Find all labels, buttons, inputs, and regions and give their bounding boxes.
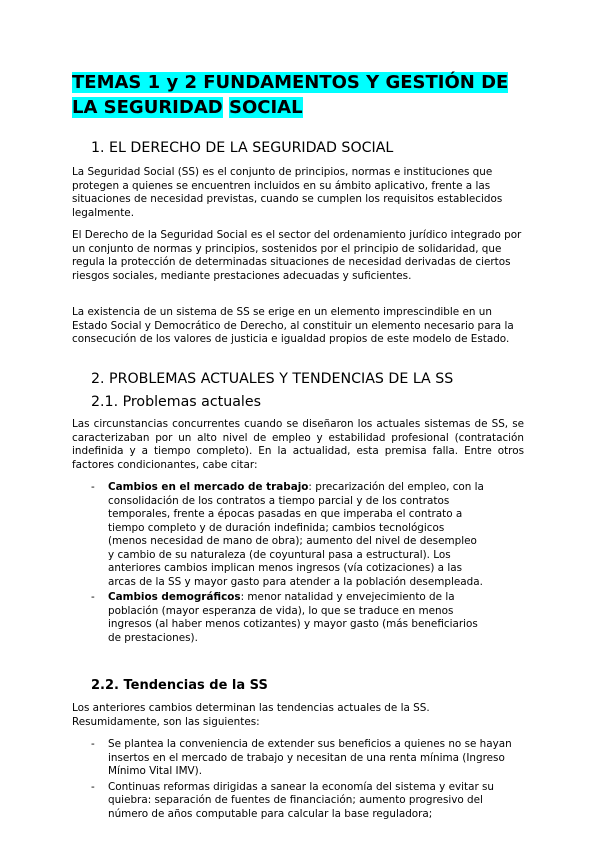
list-item [91,781,516,822]
subsection-2-2-paragraph: Los anteriores cambios determinan las tendencias actuales de la SS. Resumidamente, son las siguientes: [72,702,430,728]
section1-paragraph-3: La existencia de un sistema de SS se erige en un elemento imprescindible en un Estado Social y Democrático de Derecho, al constituir un elemento necesario para la consecución de los valores de justicia e igualdad propios de este modelo de Estado. [72,306,514,345]
section1-heading: 1. EL DERECHO DE LA SEGURIDAD SOCIAL [91,140,394,156]
problems-list [91,481,486,647]
list-dash: - [91,780,95,793]
list-dash: - [91,591,95,603]
list-dash: - [91,481,95,493]
section1-paragraph-2: El Derecho de la Seguridad Social es el sector del ordenamiento jurídico integrado por un conjunto de normas y principios, sostenidos por el principio de solidaridad, que regula la protección de determinadas situaciones de necesidad derivadas de ciertos riesgos sociales, mediante prestaciones adecuadas y suficientes. [72,229,522,282]
list-item [91,591,486,645]
list-item-bold: Cambios demográficos [108,591,241,603]
list-item [91,481,486,589]
title-highlight-main: TEMAS 1 y 2 FUNDAMENTOS Y GESTIÓN DE LA SEGURIDAD [72,72,509,118]
subsection-2-2-heading: 2.2. Tendencias de la SS [91,678,268,693]
section2-heading: 2. PROBLEMAS ACTUALES Y TENDENCIAS DE LA SS [91,371,454,387]
list-item-text: Se plantea la conveniencia de extender sus beneficios a quienes no se hayan insertos en el mercado de trabajo y necesitan de una renta mínima (Ingreso Mínimo Vital IMV). [108,738,512,777]
list-item-text: : precarización del empleo, con la consolidación de los contratos a tiempo parcial y de los contratos temporales, frente a épocas pasadas en que imperaba el contrato a tiempo completo y de duración indefinida; cambios tecnológicos (menos necesidad de mano de obra); aumento del nivel de desempleo y cambio de su naturaleza (de coyuntural pasa a estructural). Los anteriores cambios implican menos ingresos (vía cotizaciones) a las arcas de la SS y mayor gasto para atender a la población desempleada. [108,481,484,588]
subsection-2-1-paragraph: Las circunstancias concurrentes cuando se diseñaron los actuales sistemas de SS, se caracterizaban por un alto nivel de empleo y estabilidad profesional (contratación indefinida y a tiempo completo). En la actualidad, esta premisa falla. Entre otros factores condicionantes, cabe citar: [72,418,524,471]
trends-list [91,738,516,823]
list-item [91,738,516,779]
subsection-2-1-heading: 2.1. Problemas actuales [91,394,261,410]
section1-paragraph-1: La Seguridad Social (SS) es el conjunto de principios, normas e instituciones que protegen a quienes se encuentren incluidos en su ámbito aplicativo, frente a las situaciones de necesidad previstas, cuando se cumplen los requisitos establecidos legalmente. [72,166,503,219]
title-highlight-social: SOCIAL [228,97,303,118]
list-item-text: : menor natalidad y envejecimiento de la población (mayor esperanza de vida), lo que se traduce en menos ingresos (al haber menos cotizantes) y mayor gasto (más beneficiarios de prestaciones). [108,591,478,644]
list-dash: - [91,738,95,750]
list-item-bold: Cambios en el mercado de trabajo [108,481,309,493]
document-title [72,70,522,120]
list-item-text: Continuas reformas dirigidas a sanear la economía del sistema y evitar su quiebra: separación de fuentes de financiación; aumento progresivo del número de años computable para calcular la base reguladora; [108,780,495,820]
